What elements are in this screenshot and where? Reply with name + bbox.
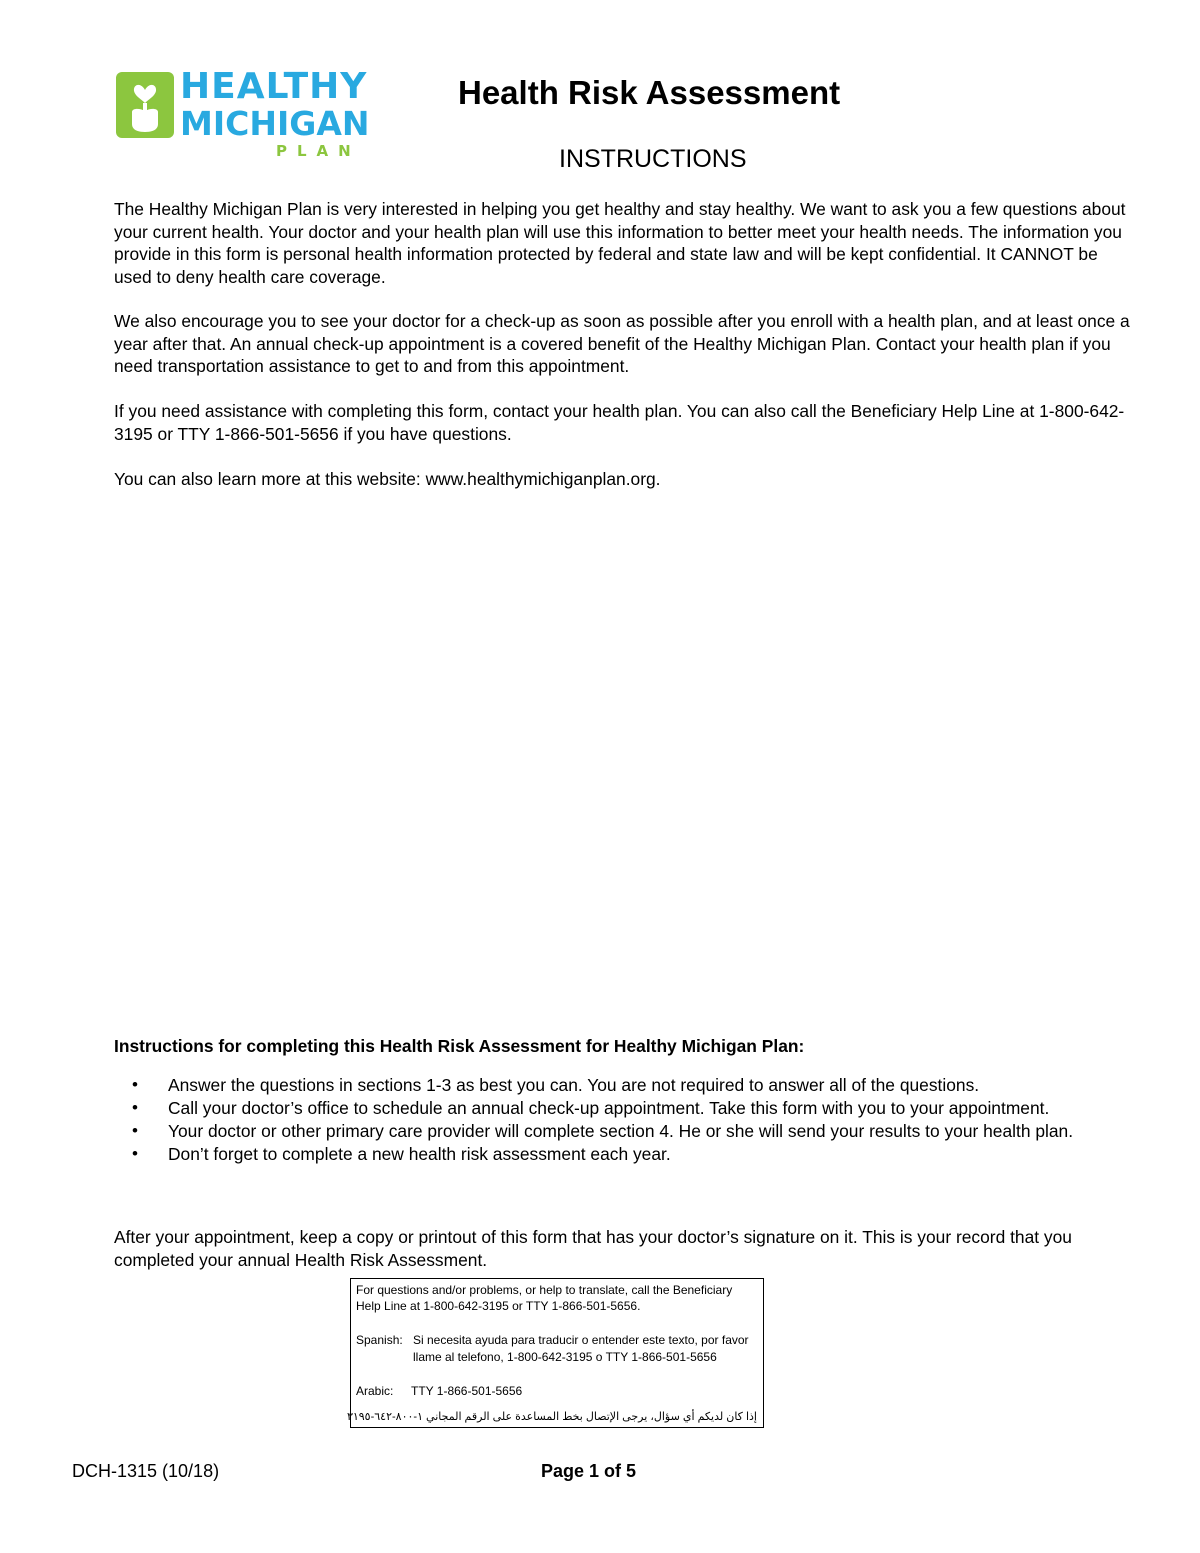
help-line-box <box>346 1278 764 1428</box>
apple-heart-icon <box>116 72 174 138</box>
help-box-line-2: Help Line at 1-800-642-3195 or TTY 1-866-501-5656. <box>356 1299 641 1313</box>
intro-paragraph-4: You can also learn more at this website: www.healthymichiganplan.org. <box>114 469 661 489</box>
page-title: Health Risk Assessment <box>458 74 841 111</box>
intro-paragraph-1: The Healthy Michigan Plan is very interested in helping you get healthy and stay healthy. We want to ask you a few questions about your current health. Your doctor and your health plan will use this information to better meet your health needs. The information you provide in this form is personal health information protected by federal and state law and will be kept confidential. It CANNOT be used to deny health care coverage. <box>114 199 1126 287</box>
after-appointment-note: After your appointment, keep a copy or printout of this form that has your doctor’s signature on it. This is your record that you completed your annual Health Risk Assessment. <box>114 1227 1072 1270</box>
page-subtitle: INSTRUCTIONS <box>559 145 747 173</box>
spanish-text-line-2: llame al telefono, 1-800-642-3195 o TTY 1-866-501-5656 <box>413 1350 717 1364</box>
spanish-text-line-1: Si necesita ayuda para traducir o entender este texto, por favor <box>413 1333 749 1347</box>
logo-word-healthy: HEALTHY <box>180 66 368 107</box>
logo-word-plan: PLAN <box>276 142 361 160</box>
spanish-label: Spanish: <box>356 1333 403 1347</box>
list-item: • Answer the questions in sections 1-3 as best you can. You are not required to answer all of the questions. <box>114 1074 1114 1097</box>
logo-word-michigan: MICHIGAN <box>180 104 370 143</box>
instructions-list <box>114 1074 1114 1166</box>
list-item: • Call your doctor’s office to schedule an annual check-up appointment. Take this form with you to your appointment. <box>114 1097 1114 1120</box>
list-item: • Don’t forget to complete a new health risk assessment each year. <box>114 1143 1114 1166</box>
arabic-text: إذا كان لديكم أي سؤال، يرجى الإتصال بخط المساعدة على الرقم المجاني ١-٨٠٠-٦٤٢-٣١٩٥ <box>346 1411 757 1423</box>
page-number: Page 1 of 5 <box>541 1461 637 1481</box>
instructions-heading: Instructions for completing this Health Risk Assessment for Healthy Michigan Plan: <box>114 1036 805 1056</box>
intro-paragraph-3: If you need assistance with completing this form, contact your health plan. You can also call the Beneficiary Help Line at 1-800-642-3195 or TTY 1-866-501-5656 if you have questions. <box>114 401 1125 444</box>
healthy-michigan-plan-logo <box>116 66 370 162</box>
form-id: DCH-1315 (10/18) <box>72 1461 220 1481</box>
intro-paragraph-2: We also encourage you to see your doctor for a check-up as soon as possible after you enroll with a health plan, and at least once a year after that. An annual check-up appointment is a covered benefit of the Healthy Michigan Plan. Contact your health plan if you need transportation assistance to get to and from this appointment. <box>114 311 1130 377</box>
arabic-label: Arabic: <box>356 1384 394 1398</box>
list-item: • Your doctor or other primary care provider will complete section 4. He or she will send your results to your health plan. <box>114 1120 1114 1143</box>
help-box-line-1: For questions and/or problems, or help to translate, call the Beneficiary <box>356 1283 733 1297</box>
arabic-tty: TTY 1-866-501-5656 <box>411 1384 523 1398</box>
